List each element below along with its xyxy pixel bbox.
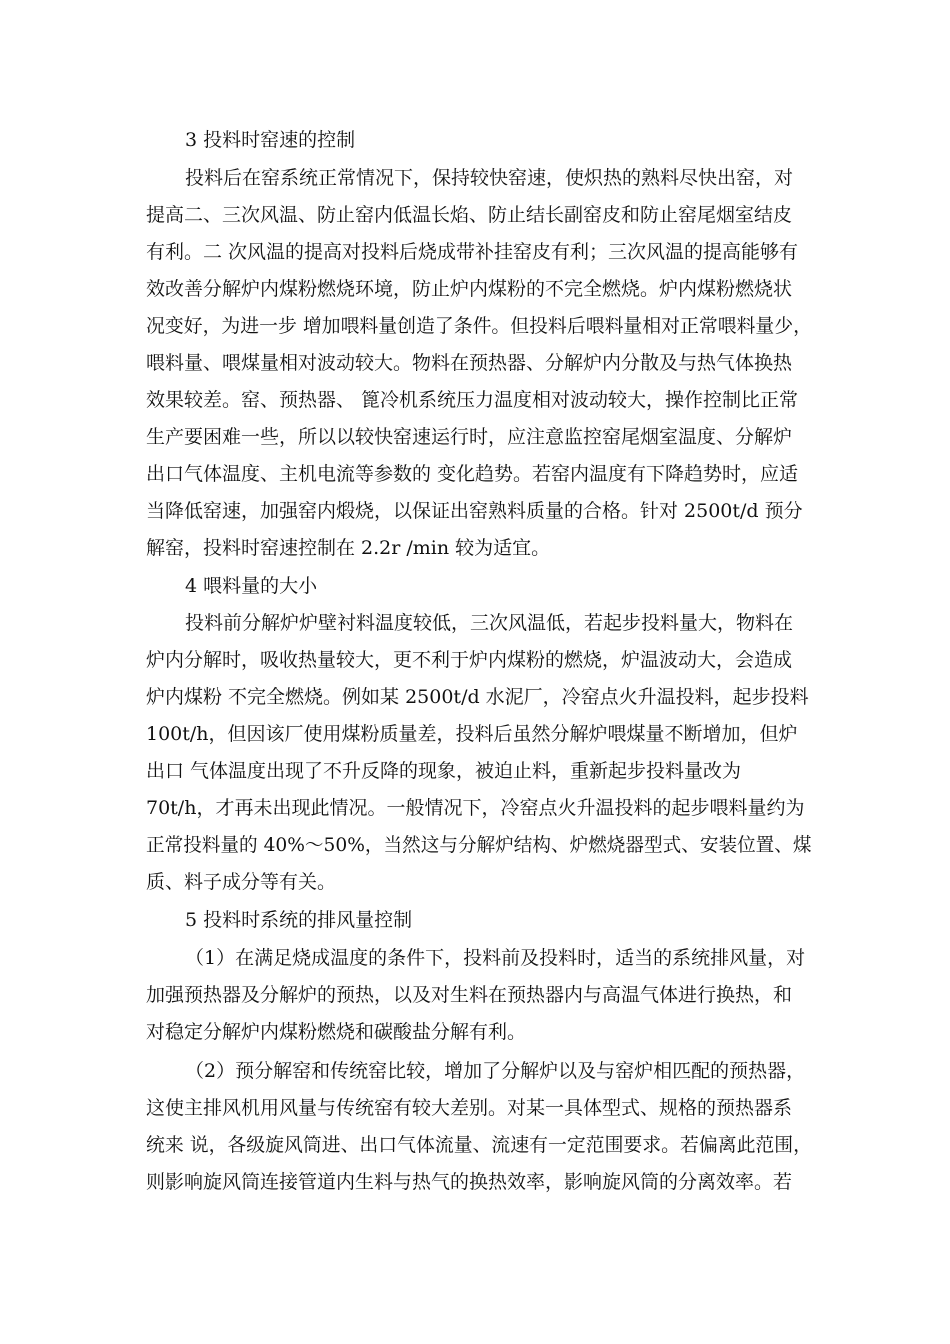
paragraph-line: 喂料量、喂煤量相对波动较大。物料在预热器、分解炉内分散及与热气体换热 (146, 352, 793, 374)
paragraph-line: 100t/h，但因该厂使用煤粉质量差，投料后虽然分解炉喂煤量不断增加，但炉 (146, 723, 798, 745)
paragraph-line: 则影响旋风筒连接管道内生料与热气的换热效率，影响旋风筒的分离效率。若 (146, 1171, 793, 1193)
paragraph-line: 况变好，为进一步 增加喂料量创造了条件。但投料后喂料量相对正常喂料量少， (146, 315, 813, 337)
paragraph-line: 生产要困难一些，所以以较快窑速运行时，应注意监控窑尾烟室温度、分解炉 (146, 426, 793, 448)
paragraph-line: 有利。二 次风温的提高对投料后烧成带补挂窑皮有利；三次风温的提高能够有 (146, 241, 799, 263)
paragraph-line: （1）在满足烧成温度的条件下，投料前及投料时，适当的系统排风量，对 (185, 947, 806, 969)
paragraph-line: 投料后在窑系统正常情况下，保持较快窑速，使炽热的熟料尽快出窑，对 (185, 167, 794, 189)
paragraph-line: （2）预分解窑和传统窑比较，增加了分解炉以及与窑炉相匹配的预热器， (185, 1060, 806, 1082)
paragraph-line: 70t/h，才再未出现此情况。一般情况下，冷窑点火升温投料的起步喂料量约为 (146, 797, 805, 819)
paragraph-line: 当降低窑速，加强窑内煅烧，以保证出窑熟料质量的合格。针对 2500t/d 预分 (146, 500, 803, 522)
paragraph-line: 提高二、三次风温、防止窑内低温长焰、防止结长副窑皮和防止窑尾烟室结皮 (146, 204, 793, 226)
heading-section-5: 5 投料时系统的排风量控制 (185, 909, 413, 931)
paragraph-line: 质、料子成分等有关。 (146, 871, 337, 893)
paragraph-line: 出口 气体温度出现了不升反降的现象，被迫止料，重新起步投料量改为 (146, 760, 742, 782)
paragraph-line: 加强预热器及分解炉的预热，以及对生料在预热器内与高温气体进行换热，和 (146, 984, 793, 1006)
paragraph-line: 炉内分解时，吸收热量较大，更不利于炉内煤粉的燃烧，炉温波动大，会造成 (146, 649, 793, 671)
paragraph-line: 解窑，投料时窑速控制在 2.2r /min 较为适宜。 (146, 537, 551, 559)
paragraph-line: 投料前分解炉炉壁衬料温度较低，三次风温低，若起步投料量大，物料在 (185, 612, 794, 634)
paragraph-line: 这使主排风机用风量与传统窑有较大差别。对某一具体型式、规格的预热器系 (146, 1097, 793, 1119)
paragraph-line: 统来 说，各级旋风筒进、出口气体流量、流速有一定范围要求。若偏离此范围， (146, 1134, 813, 1156)
paragraph-line: 炉内煤粉 不完全燃烧。例如某 2500t/d 水泥厂，冷窑点火升温投料，起步投料 (146, 686, 809, 708)
heading-section-3: 3 投料时窑速的控制 (185, 129, 356, 151)
paragraph-line: 效改善分解炉内煤粉燃烧环境，防止炉内煤粉的不完全燃烧。炉内煤粉燃烧状 (146, 278, 793, 300)
paragraph-line: 出口气体温度、主机电流等参数的 变化趋势。若窑内温度有下降趋势时，应适 (146, 463, 799, 485)
paragraph-line: 效果较差。窑、预热器、 篦冷机系统压力温度相对波动较大，操作控制比正常 (146, 389, 799, 411)
heading-section-4: 4 喂料量的大小 (185, 575, 318, 597)
paragraph-line: 正常投料量的 40%～50%，当然这与分解炉结构、炉燃烧器型式、安装位置、煤 (146, 834, 812, 856)
paragraph-line: 对稳定分解炉内煤粉燃烧和碳酸盐分解有利。 (146, 1021, 527, 1043)
